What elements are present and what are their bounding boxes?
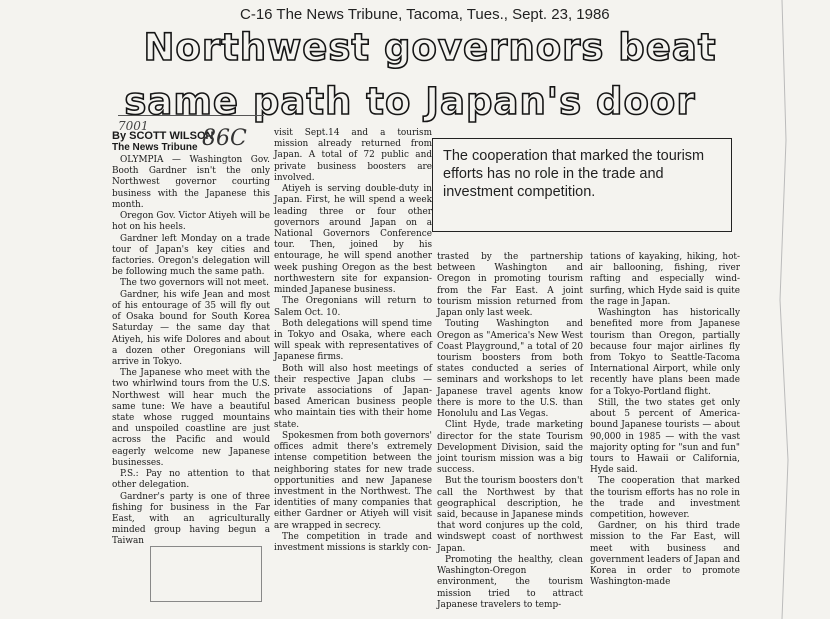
handwritten-top-note: 7001	[118, 119, 149, 133]
paragraph: Oregon Gov. Victor Atiyeh will be hot on his heels.	[112, 211, 270, 233]
paragraph: But the tourism boosters don't call the Northwest by that geographical description, he said, because in Japanese minds that word conjures up the cold, windswept coast of northwest Japan.	[437, 476, 583, 554]
paragraph: Gardner's party is one of three fishing for business in the Far East, with an agriculturally minded group having begun a Taiwan	[112, 491, 270, 547]
paragraph: The Japanese who meet with the two whirlwind tours from the U.S. Northwest will hear much the same tune: We have a beautiful state whose rugged mountains and unspoiled coastline are just across the Pacific and would eagerly welcome new Japanese businesses.	[112, 368, 270, 468]
article-column-4	[590, 252, 740, 592]
paragraph: Washington has historically benefited more from Japanese tourism than Oregon, partially because four major airlines fly from Tokyo to Seattle-Tacoma International Airport, while only recently have plans been made for a Tokyo-Portland flight.	[590, 308, 740, 397]
paragraph: Touting Washington and Oregon as "America's New West Coast Playground," a total of 20 tourism boosters from both states conducted a series of seminars and workshops to let Japanese travel agents know there is more to the U.S. than Honolulu and Las Vegas.	[437, 319, 583, 420]
pull-quote: The cooperation that marked the tourism efforts has no role in the trade and investment competition.	[432, 138, 732, 232]
page-crease-shadow	[752, 0, 800, 619]
article-column-2	[274, 128, 432, 598]
paragraph: Promoting the healthy, clean Washington-Oregon environment, the tourism mission tried to attract Japanese travelers to temp-	[437, 554, 583, 610]
headline-line-2: same path to Japan's door	[124, 80, 696, 123]
headline-line-1: Northwest governors beat	[143, 26, 717, 69]
paragraph: OLYMPIA — Washington Gov. Booth Gardner isn't the only Northwest governor courting business with the Japanese this month.	[112, 155, 270, 210]
paragraph: Gardner, his wife Jean and most of his entourage of 35 will fly out of Osaka bound for South Korea Saturday — the same day that Atiyeh, his wife Dolores and about a dozen other Oregonians will arrive in Tokyo.	[112, 289, 270, 367]
byline	[112, 130, 213, 153]
clipping-edge-line	[118, 115, 264, 116]
byline-organization: The News Tribune	[112, 142, 198, 153]
paragraph: Still, the two states get only about 5 percent of America-bound Japanese tourists — about 90,000 in 1985 — with the vast majority opting for "sun and fun" tours to Hawaii or California, Hyde said.	[590, 397, 740, 476]
paragraph: visit Sept.14 and a tourism mission already returned from Japan. A total of 72 public and private business boosters are involved.	[274, 128, 432, 183]
paragraph: Clint Hyde, trade marketing director for the state Tourism Development Division, said the joint tourism mission was a big success.	[437, 420, 583, 476]
paragraph: Gardner left Monday on a trade tour of Japan's key cities and factories. Oregon's delegation will be following much the same path.	[112, 233, 270, 278]
paragraph: Both will also host meetings of their respective Japan clubs — private associations of Japan-based American business people who maintain ties with their home state.	[274, 363, 432, 430]
byline-author: By SCOTT WILSON	[112, 130, 214, 142]
paragraph: Both delegations will spend time in Tokyo and Osaka, where each will speak with representatives of Japanese firms.	[274, 318, 432, 363]
dateline: C-16 The News Tribune, Tacoma, Tues., Sept. 23, 1986	[240, 6, 610, 23]
paragraph: Atiyeh is serving double-duty in Japan. First, he will spend a week leading three or four other governors around Japan on a National Governors Conference tour. Then, joined by his entourage, he will spend another week pushing Oregon as the best northwestern site for expansion-minded Japanese business.	[274, 184, 432, 296]
paragraph: trasted by the partnership between Washington and Oregon in promoting tourism from the Far East. A joint tourism mission returned from Japan only last week.	[437, 252, 583, 319]
article-column-3	[437, 252, 583, 610]
paragraph: The two governors will not meet.	[120, 278, 269, 289]
paragraph: The Oregonians will return to Salem Oct. 10.	[274, 296, 432, 318]
folded-corner-mark	[150, 546, 262, 602]
paragraph: The cooperation that marked the tourism efforts has no role in the trade and investment competition, however.	[590, 476, 740, 521]
paragraph: tations of kayaking, hiking, hot-air ballooning, fishing, river rafting and especially wind-surfing, which Hyde said is quite the rage in Japan.	[590, 252, 740, 307]
paragraph: Gardner, on his third trade mission to the Far East, will meet with business and government leaders of Japan and Korea in order to promote Washington-made	[590, 521, 740, 588]
handwritten-note: 86C	[202, 126, 247, 151]
paragraph: Spokesmen from both governors' offices admit there's extremely intense competition between the neighboring states for new trade opportunities and new Japanese investment in the Northwest. The identities of many companies that either Gardner or Atiyeh will visit are wrapped in secrecy.	[274, 430, 432, 531]
paragraph: P.S.: Pay no attention to that other delegation.	[112, 469, 270, 491]
article-column-1	[112, 155, 270, 595]
paragraph: The competition in trade and investment missions is starkly con-	[274, 531, 432, 554]
